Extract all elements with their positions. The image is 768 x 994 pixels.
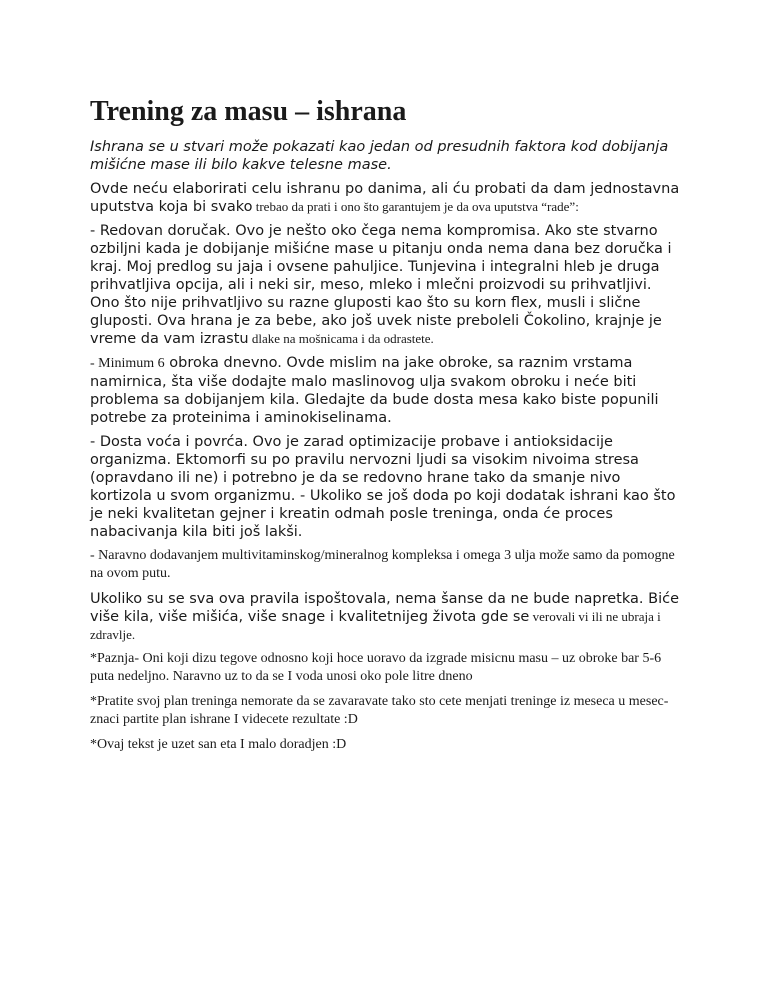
paragraph-meals <box>90 354 680 427</box>
paragraph-multivitamins: - Naravno dodavanjem multivitaminskog/mineralnog kompleksa i omega 3 ulja može samo da pomogne na ovom putu. <box>90 548 675 582</box>
paragraph-breakfast <box>90 222 680 348</box>
paragraph-text: Ovde neću elaborirati celu ishranu po danima, ali ću probati da dam jednostavna uputstva koja bi svako <box>90 181 680 216</box>
paragraph-conclusion <box>90 590 680 644</box>
paragraph-text: Ukoliko su se sva ova pravila ispoštovala, nema šanse da ne bude napretka. Biće više kila, više mišića, više snage i kvalitetnijeg života gde se <box>90 591 679 626</box>
note-source: *Ovaj tekst je uzet san eta I malo doradjen :D <box>90 737 347 753</box>
paragraph-text-serif: - Minimum 6 <box>90 356 165 372</box>
paragraph-intro-instructions <box>90 180 680 216</box>
paragraph-text-serif: verovali vi ili ne ubraja i zdravlje. <box>90 609 661 643</box>
note-training-plan: *Pratite svoj plan treninga nemorate da se zavaravate tako sto cete menjati treninge iz meseca u mesec- znaci partite plan ishrane I videcete rezultate :D <box>90 694 669 728</box>
document-page <box>90 96 680 761</box>
paragraph-fruit-vegetables: - Dosta voća i povrća. Ovo je zarad optimizacije probave i antioksidacije organizma. Ektomorfi su po pravilu nervozni ljudi sa visokim nivoima stresa (opravdano ili ne) i potrebno je da se redovno hrane tako da smanje nivo kortizola u svom organizmu. - Ukoliko se još doda po koji dodatak ishrani kao što je neki kvalitetan gejner i kreatin odmah posle treninga, onda će proces nabacivanja kila biti još lakši. <box>90 434 676 541</box>
intro-paragraph: Ishrana se u stvari može pokazati kao jedan od presudnih faktora kod dobijanja mišićne mase ili bilo kakve telesne mase. <box>90 139 669 174</box>
paragraph-text-serif: dlake na mošnicama i da odrastete. <box>248 331 434 347</box>
page-title: Trening za masu – ishrana <box>90 96 407 127</box>
note-attention: *Paznja- Oni koji dizu tegove odnosno koji hoce uoravo da izgrade misicnu masu – uz obroke bar 5-6 puta nedeljno. Naravno uz to da se I voda unosi oko pole litre dneno <box>90 651 662 685</box>
paragraph-text: obroka dnevno. Ovde mislim na jake obroke, sa raznim vrstama namirnica, šta više dodajte malo maslinovog ulja svakom obroku i neće biti problema sa dobijanjem kila. Gledajte da bude dosta mesa kako biste popunili potrebe za proteinima i aminokiselinama. <box>90 355 659 427</box>
paragraph-text: - Redovan doručak. Ovo je nešto oko čega nema kompromisa. Ako ste stvarno ozbiljni kada je dobijanje mišićne mase u pitanju onda nema dana bez doručka i kraj. Moj predlog su jaja i ovsene pahuljice. Tunjevina i integralni hleb je druga prihvatljiva opcija, ali i neki sir, meso, mleko i mlečni proizvodi su prihvatljivi. Ono što nije prihvatljivo su razne gluposti kao što su korn flex, musli i slične gluposti. Ova hrana je za bebe, ako još uvek niste preboleli Čokolino, krajnje je vreme da vam izrastu <box>90 223 672 348</box>
paragraph-text-serif: trebao da prati i ono što garantujem je da ova uputstva “rade”: <box>252 199 579 215</box>
